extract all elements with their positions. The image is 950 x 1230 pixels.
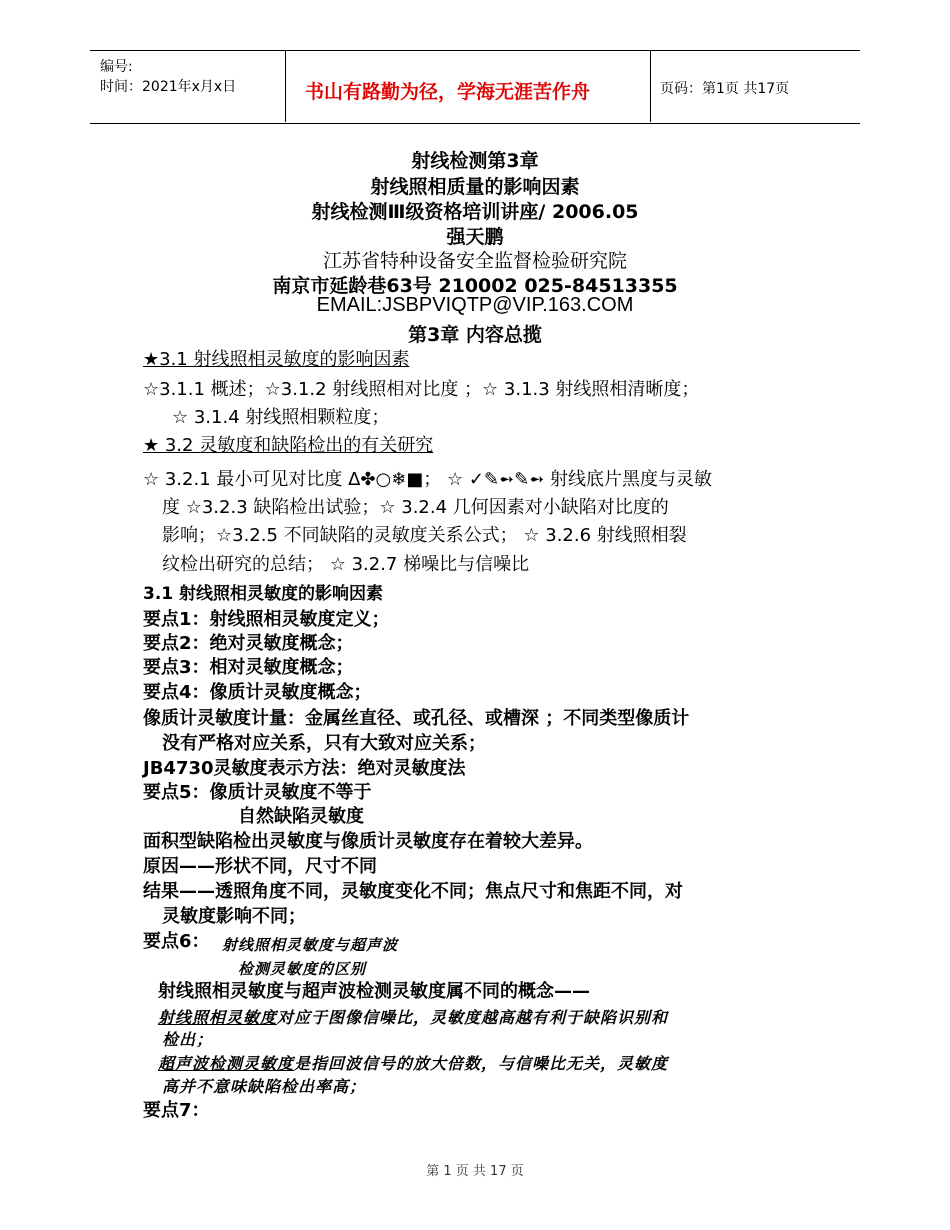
outline-section-3-2: ★ 3.2 灵敏度和缺陷检出的有关研究	[143, 435, 434, 456]
header-motto: 书山有路勤为径，学海无涯苦作舟	[305, 81, 591, 103]
outline-items-3-1: ☆3.1.1 概述；☆3.1.2 射线照相对比度 ；☆ 3.1.3 射线照相清晰度；	[143, 379, 700, 400]
header-page-info: 页码：第1页 共17页	[660, 81, 790, 97]
paragraph: 高并不意味缺陷检出率高；	[162, 1077, 367, 1096]
outline-section-3-1: ★3.1 射线照相灵敏度的影响因素	[143, 349, 410, 370]
emphasis-term: 超声波检测灵敏度	[158, 1054, 295, 1073]
header-divider	[650, 50, 651, 122]
key-point-3: 要点3：相对灵敏度概念；	[143, 657, 354, 678]
chapter-subtitle: 射线照相质量的影响因素	[370, 176, 580, 198]
key-point-6-label: 要点6：	[143, 931, 210, 952]
key-point-6-text: 射线照相灵敏度与超声波	[222, 936, 399, 954]
paragraph: 结果——透照角度不同，灵敏度变化不同；焦点尺寸和焦距不同，对	[143, 881, 683, 902]
key-point-4: 要点4：像质计灵敏度概念；	[143, 682, 372, 703]
paragraph: 没有严格对应关系，只有大致对应关系；	[162, 733, 486, 754]
paragraph: 原因——形状不同，尺寸不同	[143, 856, 377, 877]
key-point-5-cont: 自然缺陷灵敏度	[238, 806, 364, 827]
emphasis-term: 射线照相灵敏度	[158, 1008, 278, 1027]
paragraph: 射线照相灵敏度与超声波检测灵敏度属不同的概念——	[158, 981, 590, 1002]
paragraph-text: 是指回波信号的放大倍数，与信噪比无关，灵敏度	[294, 1054, 669, 1073]
outline-items-3-2-cont: 度 ☆3.2.3 缺陷检出试验；☆ 3.2.4 几何因素对小缺陷对比度的	[162, 497, 669, 518]
author-name: 强天鹏	[446, 226, 504, 248]
doc-number-label: 编号:	[100, 59, 133, 75]
paragraph: JB4730灵敏度表示方法：绝对灵敏度法	[143, 758, 466, 779]
outline-items-3-2-cont: 纹检出研究的总结； ☆ 3.2.7 梯噪比与信噪比	[162, 554, 530, 575]
key-point-1: 要点1：射线照相灵敏度定义；	[143, 609, 390, 630]
key-point-2: 要点2：绝对灵敏度概念；	[143, 633, 354, 654]
chapter-title: 射线检测第3章	[411, 150, 539, 172]
paragraph	[158, 1005, 668, 1028]
key-point-6-text: 检测灵敏度的区别	[238, 960, 367, 978]
page-footer: 第 1 页 共 17 页	[426, 1164, 524, 1179]
outline-items-3-2-cont: 影响；☆3.2.5 不同缺陷的灵敏度关系公式； ☆ 3.2.6 射线照相裂	[162, 525, 687, 546]
paragraph: 灵敏度影响不同；	[162, 906, 306, 927]
paragraph	[158, 1051, 668, 1074]
key-point-7: 要点7：	[143, 1100, 210, 1121]
paragraph: 面积型缺陷检出灵敏度与像质计灵敏度存在着较大差异。	[143, 831, 593, 852]
outline-items-3-2: ☆ 3.2.1 最小可见对比度 Δ✤○❄■； ☆ ✓✎➻✎➻ 射线底片黑度与灵敏	[143, 469, 713, 490]
institute-name: 江苏省特种设备安全监督检验研究院	[322, 250, 627, 272]
key-point-5: 要点5：像质计灵敏度不等于	[143, 782, 372, 803]
paragraph: 像质计灵敏度计量：金属丝直径、或孔径、或槽深 ；不同类型像质计	[143, 708, 690, 729]
outline-items-3-1-cont: ☆ 3.1.4 射线照相颗粒度；	[172, 407, 390, 428]
section-title: 3.1 射线照相灵敏度的影响因素	[143, 584, 384, 604]
email-line: EMAIL:JSBPVIQTP@VIP.163.COM	[316, 294, 634, 316]
overview-heading: 第3章 内容总揽	[408, 324, 542, 346]
paragraph-text: 对应于图像信噪比，灵敏度越高越有利于缺陷识别和	[277, 1008, 669, 1027]
header-divider	[285, 50, 286, 122]
lecture-title: 射线检测Ⅲ级资格培训讲座/ 2006.05	[311, 201, 639, 223]
paragraph: 检出；	[162, 1030, 214, 1049]
doc-time-label: 时间：2021年x月x日	[100, 79, 237, 95]
address-line: 南京市延龄巷63号 210002 025-84513355	[272, 275, 678, 297]
